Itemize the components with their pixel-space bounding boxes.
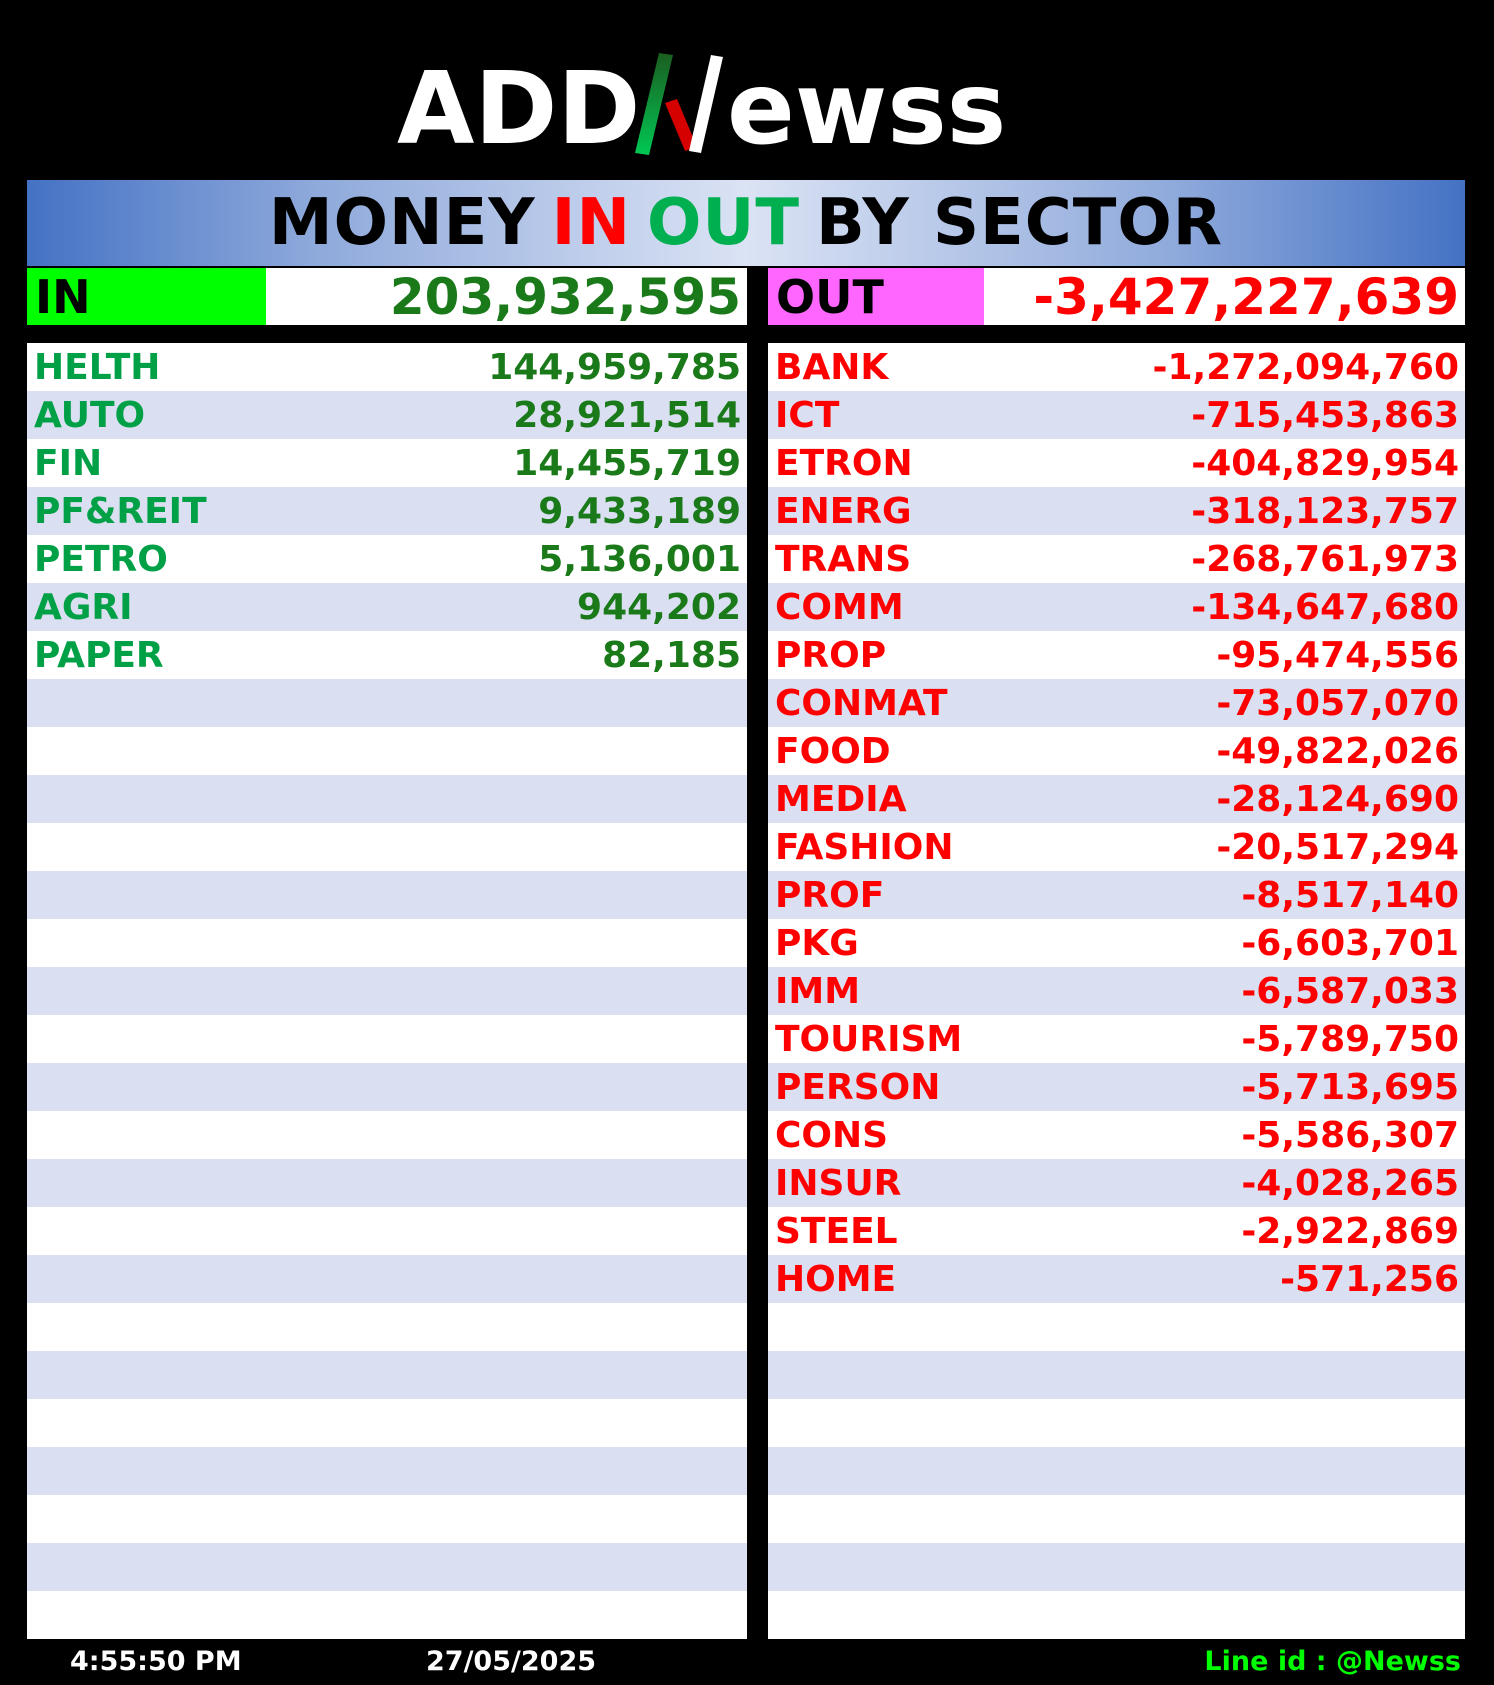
table-row bbox=[27, 487, 747, 535]
title-in: IN bbox=[551, 186, 632, 260]
sector-name: PROP bbox=[775, 634, 887, 676]
sector-name: ICT bbox=[775, 394, 840, 436]
addnewss-logo bbox=[0, 38, 1494, 168]
empty-row bbox=[27, 727, 747, 775]
empty-row bbox=[27, 1015, 747, 1063]
sector-name: AUTO bbox=[34, 394, 146, 436]
empty-row bbox=[27, 1111, 747, 1159]
page-title bbox=[27, 180, 1465, 266]
sector-value: 9,433,189 bbox=[538, 490, 741, 532]
empty-row bbox=[768, 1447, 1465, 1495]
sector-value: -95,474,556 bbox=[1216, 634, 1459, 676]
table-row bbox=[768, 1207, 1465, 1255]
empty-row bbox=[27, 775, 747, 823]
empty-row bbox=[768, 1495, 1465, 1543]
empty-row bbox=[27, 679, 747, 727]
table-row bbox=[768, 679, 1465, 727]
empty-row bbox=[27, 1591, 747, 1639]
sector-value: -6,603,701 bbox=[1241, 922, 1459, 964]
empty-row bbox=[768, 1399, 1465, 1447]
empty-row bbox=[27, 1063, 747, 1111]
table-row bbox=[27, 439, 747, 487]
table-row bbox=[768, 823, 1465, 871]
sector-name: FASHION bbox=[775, 826, 954, 868]
sector-name: FOOD bbox=[775, 730, 891, 772]
empty-row bbox=[768, 1591, 1465, 1639]
sector-name: MEDIA bbox=[775, 778, 907, 820]
sector-value: -49,822,026 bbox=[1216, 730, 1459, 772]
sector-value: -715,453,863 bbox=[1191, 394, 1459, 436]
table-row bbox=[768, 535, 1465, 583]
sector-name: TRANS bbox=[775, 538, 912, 580]
sector-value: -28,124,690 bbox=[1216, 778, 1459, 820]
sector-value: 28,921,514 bbox=[513, 394, 741, 436]
sector-name: COMM bbox=[775, 586, 904, 628]
sector-value: -20,517,294 bbox=[1216, 826, 1459, 868]
empty-row bbox=[27, 1207, 747, 1255]
footer-time: 4:55:50 PM bbox=[70, 1646, 242, 1677]
sector-value: 144,959,785 bbox=[488, 346, 741, 388]
table-row bbox=[768, 775, 1465, 823]
table-row bbox=[768, 391, 1465, 439]
sector-value: -2,922,869 bbox=[1241, 1210, 1459, 1252]
table-row bbox=[768, 919, 1465, 967]
total-out-value: -3,427,227,639 bbox=[1033, 267, 1459, 326]
sector-name: HOME bbox=[775, 1258, 897, 1300]
empty-row bbox=[27, 967, 747, 1015]
title-by-sector: BY SECTOR bbox=[816, 186, 1224, 260]
sector-name: PROF bbox=[775, 874, 885, 916]
sector-value: -4,028,265 bbox=[1241, 1162, 1459, 1204]
sector-value: -134,647,680 bbox=[1191, 586, 1459, 628]
sector-name: FIN bbox=[34, 442, 103, 484]
title-out: OUT bbox=[647, 186, 801, 260]
empty-row bbox=[27, 1255, 747, 1303]
sector-value: -5,789,750 bbox=[1241, 1018, 1459, 1060]
empty-row bbox=[27, 1351, 747, 1399]
money-in-table bbox=[27, 343, 747, 1639]
footer-date: 27/05/2025 bbox=[426, 1646, 597, 1677]
total-in-value: 203,932,595 bbox=[389, 267, 741, 326]
sector-value: 82,185 bbox=[602, 634, 741, 676]
empty-row bbox=[768, 1351, 1465, 1399]
empty-row bbox=[27, 919, 747, 967]
sector-name: INSUR bbox=[775, 1162, 902, 1204]
empty-row bbox=[768, 1303, 1465, 1351]
sector-value: -5,713,695 bbox=[1241, 1066, 1459, 1108]
sector-name: ENERG bbox=[775, 490, 912, 532]
empty-row bbox=[27, 1447, 747, 1495]
table-row bbox=[768, 1015, 1465, 1063]
footer bbox=[27, 1642, 1465, 1682]
sector-value: -5,586,307 bbox=[1241, 1114, 1459, 1156]
sector-name: PAPER bbox=[34, 634, 164, 676]
sector-name: PF&REIT bbox=[34, 490, 207, 532]
total-in-label: IN bbox=[27, 268, 266, 325]
sector-value: -73,057,070 bbox=[1216, 682, 1459, 724]
sector-value: -318,123,757 bbox=[1191, 490, 1459, 532]
sector-name: STEEL bbox=[775, 1210, 898, 1252]
title-money: MONEY bbox=[268, 186, 536, 260]
table-row bbox=[27, 631, 747, 679]
table-row bbox=[768, 871, 1465, 919]
empty-row bbox=[27, 1399, 747, 1447]
money-out-table bbox=[768, 343, 1465, 1639]
logo-mark bbox=[397, 43, 1097, 163]
sector-value: -571,256 bbox=[1280, 1258, 1459, 1300]
sector-name: TOURISM bbox=[775, 1018, 963, 1060]
table-row bbox=[768, 631, 1465, 679]
total-in-panel bbox=[27, 268, 747, 325]
sector-value: -6,587,033 bbox=[1241, 970, 1459, 1012]
sector-name: PERSON bbox=[775, 1066, 941, 1108]
sector-name: PETRO bbox=[34, 538, 168, 580]
sector-name: CONMAT bbox=[775, 682, 948, 724]
table-row bbox=[27, 391, 747, 439]
total-out-panel bbox=[768, 268, 1465, 325]
footer-line-id: Line id : @Newss bbox=[1204, 1646, 1461, 1677]
table-row bbox=[27, 343, 747, 391]
empty-row bbox=[27, 1543, 747, 1591]
sector-value: 14,455,719 bbox=[513, 442, 741, 484]
empty-row bbox=[27, 1159, 747, 1207]
total-out-label: OUT bbox=[768, 268, 984, 325]
sector-value: -8,517,140 bbox=[1241, 874, 1459, 916]
table-row bbox=[768, 727, 1465, 775]
table-row bbox=[768, 439, 1465, 487]
table-row bbox=[768, 1063, 1465, 1111]
sector-value: -404,829,954 bbox=[1191, 442, 1459, 484]
empty-row bbox=[27, 823, 747, 871]
sector-value: -1,272,094,760 bbox=[1152, 346, 1459, 388]
table-row bbox=[768, 1255, 1465, 1303]
table-row bbox=[768, 343, 1465, 391]
sector-value: -268,761,973 bbox=[1191, 538, 1459, 580]
table-row bbox=[768, 1111, 1465, 1159]
sector-name: PKG bbox=[775, 922, 859, 964]
table-row bbox=[768, 487, 1465, 535]
table-row bbox=[768, 967, 1465, 1015]
table-row bbox=[27, 583, 747, 631]
empty-row bbox=[27, 1303, 747, 1351]
table-row bbox=[27, 535, 747, 583]
svg-text:ewss: ewss bbox=[727, 50, 1007, 163]
svg-text:ADD: ADD bbox=[397, 50, 641, 163]
sector-value: 944,202 bbox=[577, 586, 741, 628]
table-row bbox=[768, 1159, 1465, 1207]
sector-name: ETRON bbox=[775, 442, 913, 484]
sector-name: IMM bbox=[775, 970, 861, 1012]
sector-value: 5,136,001 bbox=[538, 538, 741, 580]
empty-row bbox=[27, 1495, 747, 1543]
sector-name: BANK bbox=[775, 346, 889, 388]
empty-row bbox=[27, 871, 747, 919]
sector-name: HELTH bbox=[34, 346, 161, 388]
sector-name: AGRI bbox=[34, 586, 133, 628]
sector-name: CONS bbox=[775, 1114, 889, 1156]
table-row bbox=[768, 583, 1465, 631]
empty-row bbox=[768, 1543, 1465, 1591]
